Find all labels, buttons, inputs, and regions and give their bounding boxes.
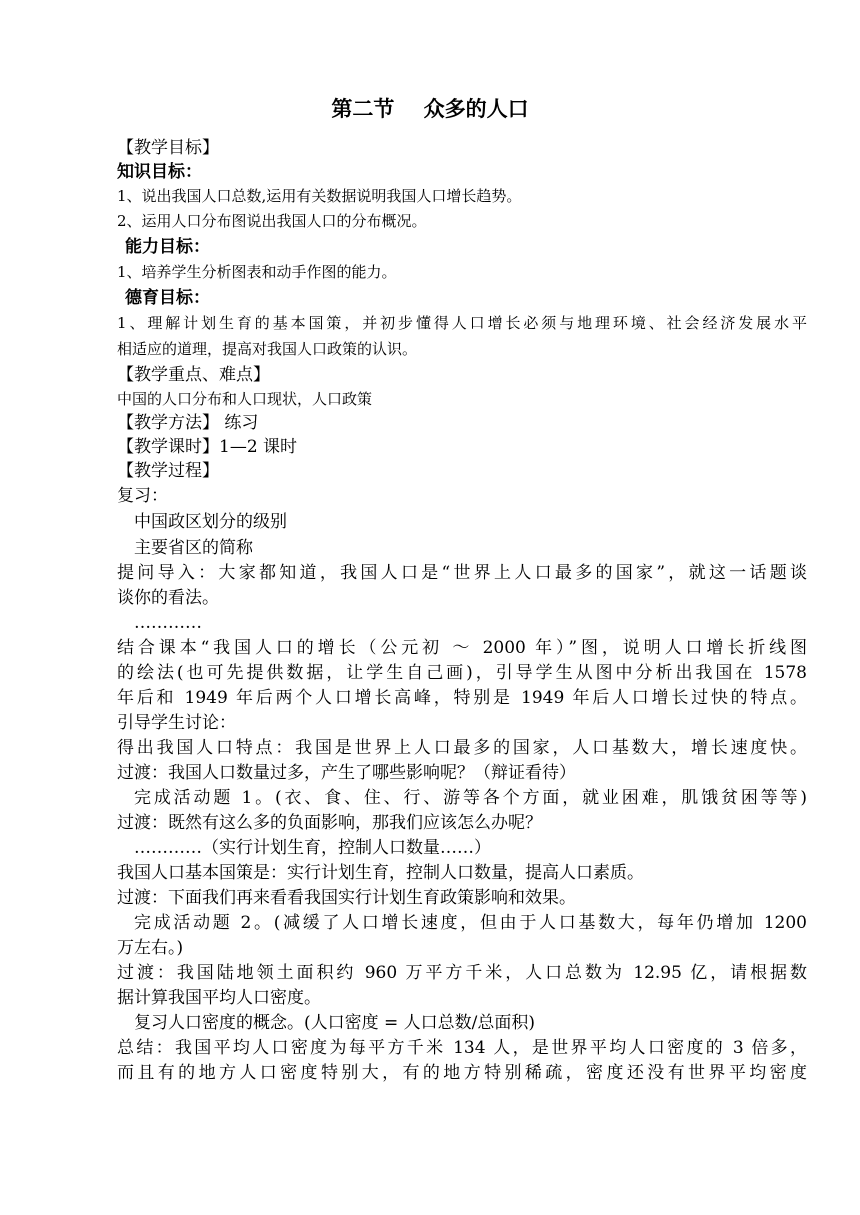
- transition-1: 过渡：我国人口数量过多，产生了哪些影响呢？（辩证看待）: [117, 763, 576, 783]
- knowledge-item-2: 2、运用人口分布图说出我国人口的分布概况。: [117, 212, 427, 230]
- basic-policy: 我国人口基本国策是：实行计划生育，控制人口数量，提高人口素质。: [117, 863, 644, 883]
- activity-2: 完成活动题 2。(减缓了人口增长速度，但由于人口基数大，每年仍增加 1200: [134, 913, 807, 933]
- page-title: 第二节 众多的人口: [331, 97, 529, 121]
- subheading-ability: 能力目标：: [125, 237, 210, 257]
- section-heading-hours: 【教学课时】1—2 课时: [117, 437, 298, 457]
- section-heading-keypoints: 【教学重点、难点】: [117, 365, 270, 385]
- paragraph-intro: 提问导入：大家都知道，我国人口是“世界上人口最多的国家”，就这一话题谈: [117, 563, 807, 583]
- paragraph-chart-3: 年后和 1949 年后两个人口增长高峰，特别是 1949 年后人口增长过快的特点。: [117, 688, 807, 708]
- density-concept: 复习人口密度的概念。(人口密度 = 人口总数/总面积): [134, 1013, 536, 1033]
- moral-item-1-cont: 相适应的道理，提高对我国人口政策的认识。: [117, 340, 418, 358]
- paragraph-chart-1: 结合课本“我国人口的增长（公元初 ～ 2000 年）”图，说明人口增长折线图: [117, 638, 807, 658]
- review-item-2: 主要省区的简称: [134, 538, 253, 558]
- review-item-1: 中国政区划分的级别: [134, 512, 287, 532]
- knowledge-item-1: 1、说出我国人口总数,运用有关数据说明我国人口增长趋势。: [117, 187, 522, 205]
- review-label: 复习：: [117, 486, 168, 506]
- transition-4: 过渡：我国陆地领土面积约 960 万平方千米，人口总数为 12.95 亿，请根据数: [117, 963, 807, 983]
- section-heading-process: 【教学过程】: [117, 461, 219, 481]
- subheading-knowledge: 知识目标：: [117, 162, 202, 182]
- section-heading-method: 【教学方法】 练习: [117, 413, 259, 433]
- paragraph-intro-cont: 谈你的看法。: [117, 588, 219, 608]
- moral-item-1: 1、理解计划生育的基本国策，并初步懂得人口增长必须与地理环境、社会经济发展水平: [117, 314, 807, 332]
- transition-4-cont: 据计算我国平均人口密度。: [117, 988, 321, 1008]
- subheading-moral: 德育目标：: [125, 288, 210, 308]
- section-heading-objectives: 【教学目标】: [117, 138, 219, 158]
- ability-item-1: 1、培养学生分析图表和动手作图的能力。: [117, 263, 397, 281]
- keypoints-text: 中国的人口分布和人口现状，人口政策: [117, 390, 373, 408]
- summary-2: 而且有的地方人口密度特别大，有的地方特别稀疏，密度还没有世界平均密度: [117, 1063, 807, 1083]
- paragraph-chart-2: 的绘法(也可先提供数据，让学生自己画)，引导学生从图中分析出我国在 1578: [117, 663, 807, 683]
- activity-2-cont: 万左右。): [117, 938, 184, 958]
- population-features: 得出我国人口特点：我国是世界上人口最多的国家，人口基数大，增长速度快。: [117, 738, 807, 758]
- transition-3: 过渡：下面我们再来看看我国实行计划生育政策影响和效果。: [117, 888, 576, 908]
- document-body: [117, 136, 807, 1086]
- activity-1: 完成活动题 1。(衣、食、住、行、游等各个方面，就业困难，肌饿贫困等等): [134, 788, 807, 808]
- planning-note: …………（实行计划生育，控制人口数量……）: [134, 838, 491, 858]
- summary-1: 总结：我国平均人口密度为每平方千米 134 人，是世界平均人口密度的 3 倍多，: [117, 1038, 807, 1058]
- ellipsis-line: …………: [134, 613, 202, 633]
- discussion-label: 引导学生讨论：: [117, 713, 236, 733]
- transition-2: 过渡：既然有这么多的负面影响，那我们应该怎么办呢？: [117, 813, 542, 833]
